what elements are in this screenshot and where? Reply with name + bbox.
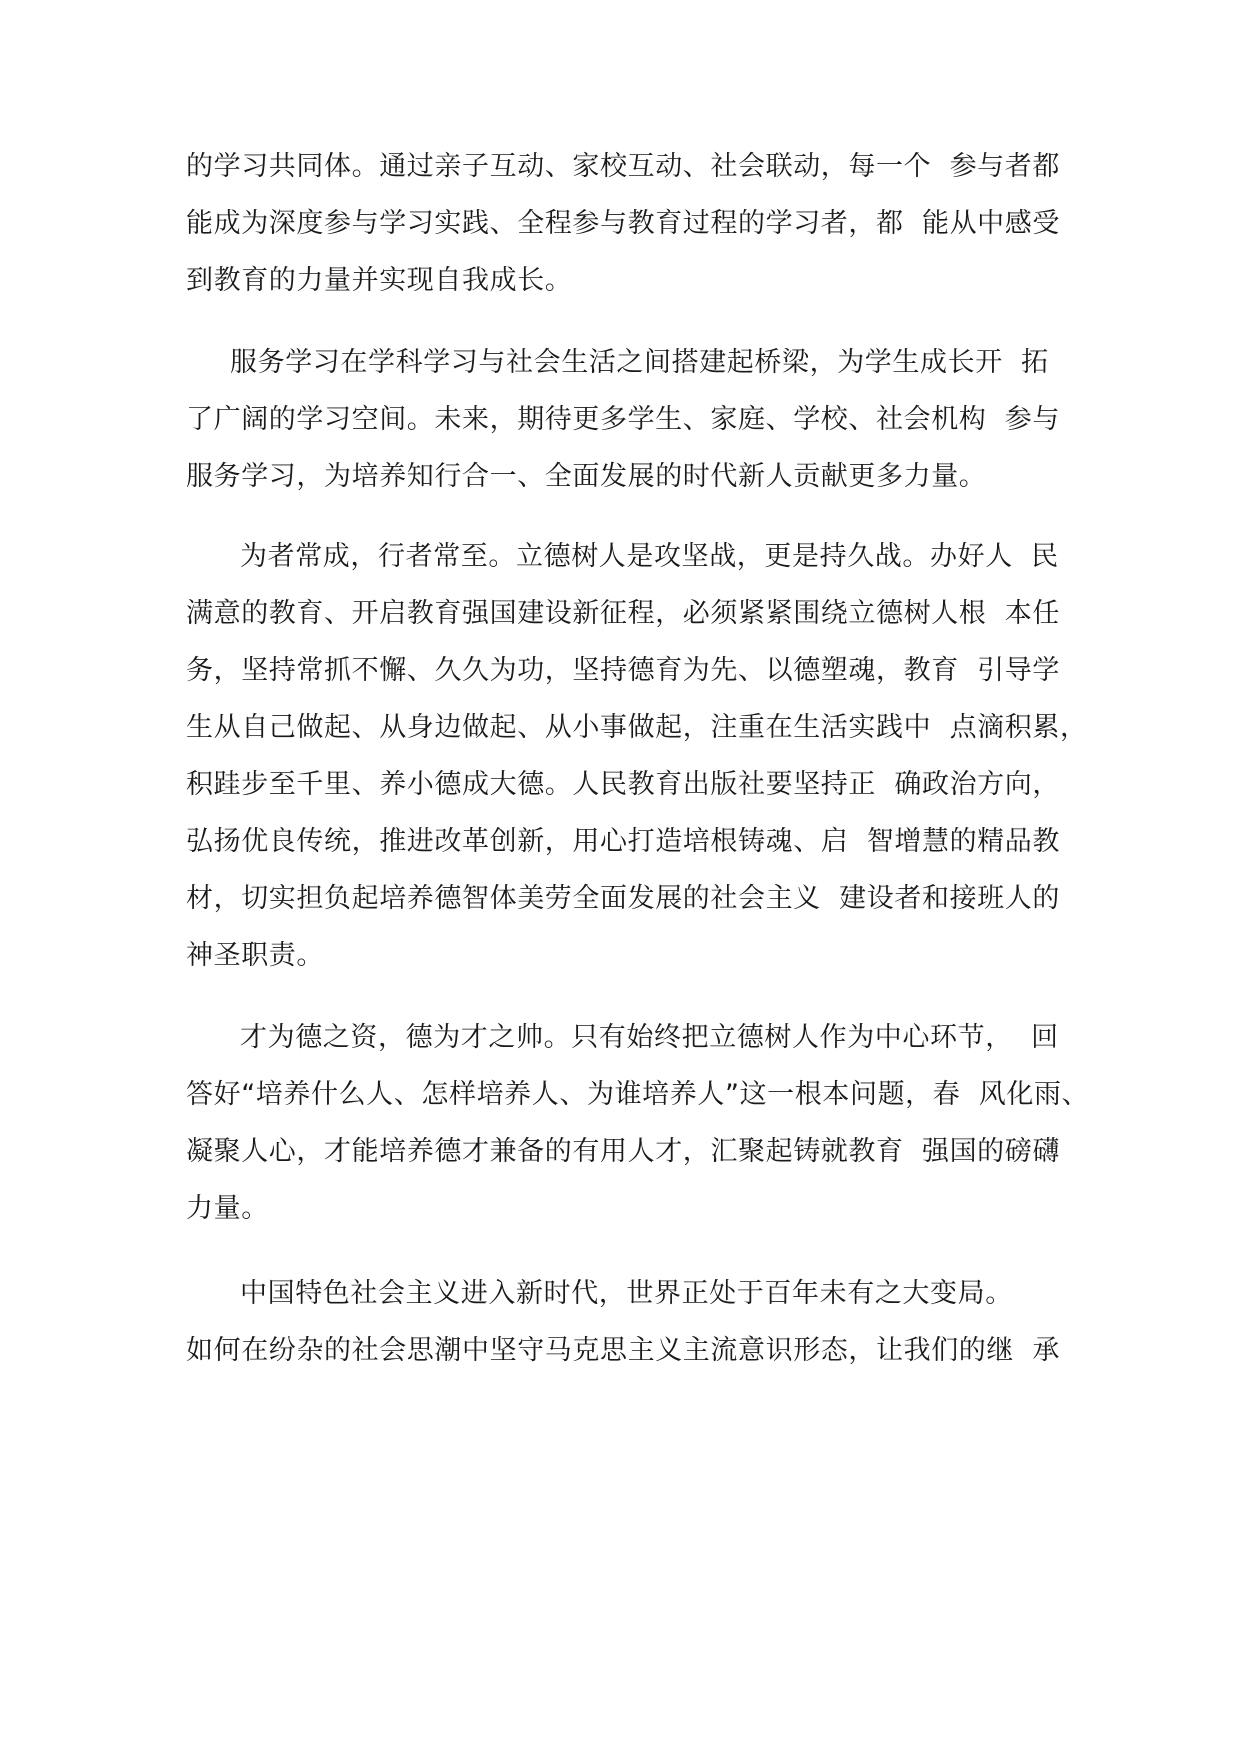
paragraph-1-line-2: 能成为深度参与学习实践、全程参与教育过程的学习者，都 能从中感受: [186, 208, 1060, 239]
paragraph-3-line-6: 弘扬优良传统，推进改革创新，用心打造培根铸魂、启 智增慧的精品教: [186, 826, 1060, 857]
paragraph-2-line-1: 服务学习在学科学习与社会生活之间搭建起桥梁，为学生成长开 拓: [230, 347, 1049, 378]
paragraph-5-line-1: 中国特色社会主义进入新时代，世界正处于百年未有之大变局。: [240, 1278, 1013, 1309]
paragraph-4-line-3: 凝聚人心，才能培养德才兼备的有用人才，汇聚起铸就教育 强国的磅礴: [186, 1136, 1060, 1167]
paragraph-4-line-1: 才为德之资，德为才之帅。只有始终把立德树人作为中心环节， 回: [240, 1022, 1059, 1053]
paragraph-3-line-1: 为者常成，行者常至。立德树人是攻坚战，更是持久战。办好人 民: [240, 541, 1059, 572]
paragraph-3-line-5: 积跬步至千里、养小德成大德。人民教育出版社要坚持正 确政治方向，: [186, 769, 1060, 800]
paragraph-3-line-8: 神圣职责。: [186, 940, 324, 971]
paragraph-3-line-3: 务，坚持常抓不懈、久久为功，坚持德育为先、以德塑魂，教育 引导学: [186, 655, 1060, 686]
paragraph-1-line-1: 的学习共同体。通过亲子互动、家校互动、社会联动，每一个 参与者都: [186, 151, 1060, 182]
paragraph-3-line-2: 满意的教育、开启教育强国建设新征程，必须紧紧围绕立德树人根 本任: [186, 598, 1060, 629]
paragraph-5-line-2: 如何在纷杂的社会思潮中坚守马克思主义主流意识形态，让我们的继 承: [186, 1335, 1060, 1366]
paragraph-4-line-2: 答好“培养什么人、怎样培养人、为谁培养人”这一根本问题，春 风化雨、: [186, 1079, 1090, 1110]
paragraph-4-line-4: 力量。: [186, 1193, 269, 1224]
paragraph-3-line-7: 材，切实担负起培养德智体美劳全面发展的社会主义 建设者和接班人的: [186, 883, 1060, 914]
paragraph-3-line-4: 生从自己做起、从身边做起、从小事做起，注重在生活实践中 点滴积累，: [186, 712, 1088, 743]
paragraph-2-line-2: 了广阔的学习空间。未来，期待更多学生、家庭、学校、社会机构 参与: [186, 404, 1060, 435]
paragraph-1-line-3: 到教育的力量并实现自我成长。: [186, 265, 573, 296]
paragraph-2-line-3: 服务学习，为培养知行合一、全面发展的时代新人贡献更多力量。: [186, 461, 987, 492]
